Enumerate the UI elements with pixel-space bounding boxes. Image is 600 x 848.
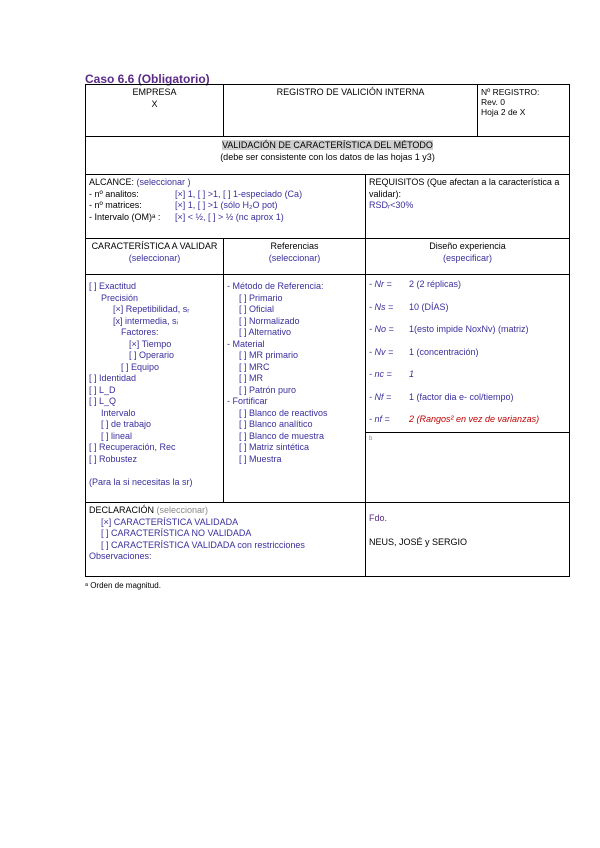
matrices-options[interactable]: [×] 1, [ ] >1 (sólo H₂O pot) <box>175 200 278 210</box>
list-item[interactable]: [ ] MR <box>239 373 263 383</box>
list-item[interactable]: [ ] MRC <box>239 361 270 372</box>
diseno-row: - Nr = 2 (2 réplicas) <box>369 279 462 289</box>
list-item: - Material <box>227 338 265 349</box>
declaracion-hint: (seleccionar) <box>156 505 209 515</box>
validacion-subtitle: (debe ser consistente con los datos de las hojas 1 y3) <box>220 151 435 162</box>
list-item[interactable]: [ ] Operario <box>129 350 175 360</box>
validacion-title: VALIDACIÓN DE CARACTERÍSTICA DEL MÉTODO <box>222 140 433 150</box>
list-item[interactable]: [ ] Normalizado <box>239 315 300 326</box>
diseno-row: - Nv = 1 (concentración) <box>369 346 479 357</box>
validacion-header <box>86 137 570 175</box>
list-item[interactable]: [ ] Alternativo <box>239 327 292 337</box>
declaracion-option[interactable]: [×] CARACTERÍSTICA VALIDADA <box>101 516 239 527</box>
list-item[interactable]: [ ] Recuperación, Rec <box>89 442 176 452</box>
empresa-value: X <box>151 98 158 109</box>
caracteristica-list <box>86 275 224 503</box>
intervalo-label: - Intervalo (OM)ᵃ : <box>89 211 161 222</box>
firma-cell <box>366 503 570 577</box>
empresa-cell <box>86 85 224 137</box>
list-item: - Fortificar <box>227 396 268 406</box>
diseno-title: Diseño experiencia <box>429 241 506 251</box>
list-note: (Para la si necesitas la sr) <box>89 477 193 487</box>
list-item[interactable]: [ ] Patrón puro <box>239 384 297 395</box>
rev-label: Rev. 0 <box>481 97 505 107</box>
list-item[interactable]: [ ] Identidad <box>89 373 137 383</box>
footnote: ᵃ Orden de magnitud. <box>85 581 161 590</box>
list-item[interactable]: [ ] Primario <box>239 292 283 303</box>
n-registro-label: Nº REGISTRO: <box>481 87 540 97</box>
caracteristica-hint: (seleccionar) <box>128 252 181 263</box>
declaracion-option[interactable]: [ ] CARACTERÍSTICA VALIDADA con restricciones <box>101 539 305 550</box>
diseno-note: b <box>369 435 373 442</box>
firmantes: NEUS, JOSÉ y SERGIO <box>369 536 468 547</box>
requisitos-cell <box>366 175 570 239</box>
list-item: Intervalo <box>101 407 136 418</box>
analitos-options[interactable]: [×] 1, [ ] >1, [ ] 1-especiado (Ca) <box>175 188 303 199</box>
list-item[interactable]: [x] intermedia, sᵢ <box>113 315 178 326</box>
diseno-header <box>366 239 570 275</box>
diseno-row: - Ns = 10 (DÍAS) <box>369 301 449 312</box>
list-item[interactable]: [ ] de trabajo <box>101 419 152 429</box>
list-item[interactable]: [×] Tiempo <box>129 338 172 349</box>
list-item[interactable]: [ ] Blanco de muestra <box>239 430 325 441</box>
list-item[interactable]: [ ] Blanco analítico <box>239 419 313 429</box>
declaracion-cell <box>86 503 366 577</box>
list-item[interactable]: [×] Repetibilidad, sᵣ <box>113 304 190 314</box>
referencias-title: Referencias <box>270 241 319 251</box>
alcance-cell <box>86 175 366 239</box>
referencias-hint: (seleccionar) <box>268 252 321 263</box>
declaracion-option[interactable]: [ ] CARACTERÍSTICA NO VALIDADA <box>101 528 252 538</box>
list-item: Factores: <box>121 327 159 337</box>
referencias-header <box>224 239 366 275</box>
diseno-cell <box>366 275 570 503</box>
caracteristica-title: CARACTERÍSTICA A VALIDAR <box>91 241 218 251</box>
validation-form <box>85 84 570 577</box>
hoja-label: Hoja 2 de X <box>481 107 526 117</box>
registro-title-cell <box>224 85 478 137</box>
list-item: - Método de Referencia: <box>227 281 324 291</box>
list-item[interactable]: [ ] Equipo <box>121 361 160 372</box>
caracteristica-header <box>86 239 224 275</box>
requisitos-value: RSDᵣ<30% <box>369 200 414 210</box>
alcance-label: ALCANCE: <box>89 177 135 187</box>
diseno-row: - Nf = 1 (factor dia e- col/tiempo) <box>369 391 514 402</box>
diseno-list <box>366 275 569 433</box>
list-item[interactable]: [ ] Exactitud <box>89 281 137 291</box>
diseno-row: - nf = 2 (Rangos² en vez de varianzas) <box>369 414 540 424</box>
list-item[interactable]: [ ] Blanco de reactivos <box>239 407 328 418</box>
registro-number-cell <box>478 85 570 137</box>
analitos-label: - nº analitos: <box>89 188 139 199</box>
list-item[interactable]: [ ] L_D <box>89 384 116 395</box>
list-item[interactable]: [ ] Muestra <box>239 453 282 464</box>
registro-title: REGISTRO DE VALICIÓN INTERNA <box>276 87 425 97</box>
requisitos-label: REQUISITOS (Que afectan a la característica a validar): <box>369 177 560 199</box>
case-title: Caso 6.6 (Obligatorio) <box>85 72 210 86</box>
list-item[interactable]: [ ] Matriz sintética <box>239 442 310 452</box>
list-item[interactable]: [ ] MR primario <box>239 350 299 360</box>
empresa-label: EMPRESA <box>132 87 177 97</box>
declaracion-label: DECLARACIÓN <box>89 505 155 515</box>
alcance-hint: (seleccionar ) <box>136 177 191 187</box>
matrices-label: - nº matrices: <box>89 200 142 210</box>
diseno-row: - No = 1(esto impide NoxNv) (matriz) <box>369 324 529 334</box>
list-item[interactable]: [ ] Oficial <box>239 304 275 314</box>
list-item[interactable]: [ ] L_Q <box>89 396 117 406</box>
referencias-list <box>224 275 366 503</box>
diseno-hint: (especificar) <box>443 252 493 263</box>
diseno-row: - nc = 1 <box>369 369 415 379</box>
list-item: Precisión <box>101 292 139 303</box>
list-item[interactable]: [ ] Robustez <box>89 453 138 464</box>
observaciones-label: Observaciones: <box>89 551 152 561</box>
fdo-label: Fdo. <box>369 513 388 523</box>
list-item[interactable]: [ ] lineal <box>101 430 133 441</box>
intervalo-options[interactable]: [×] < ½, [ ] > ½ (nc aprox 1) <box>175 211 284 222</box>
